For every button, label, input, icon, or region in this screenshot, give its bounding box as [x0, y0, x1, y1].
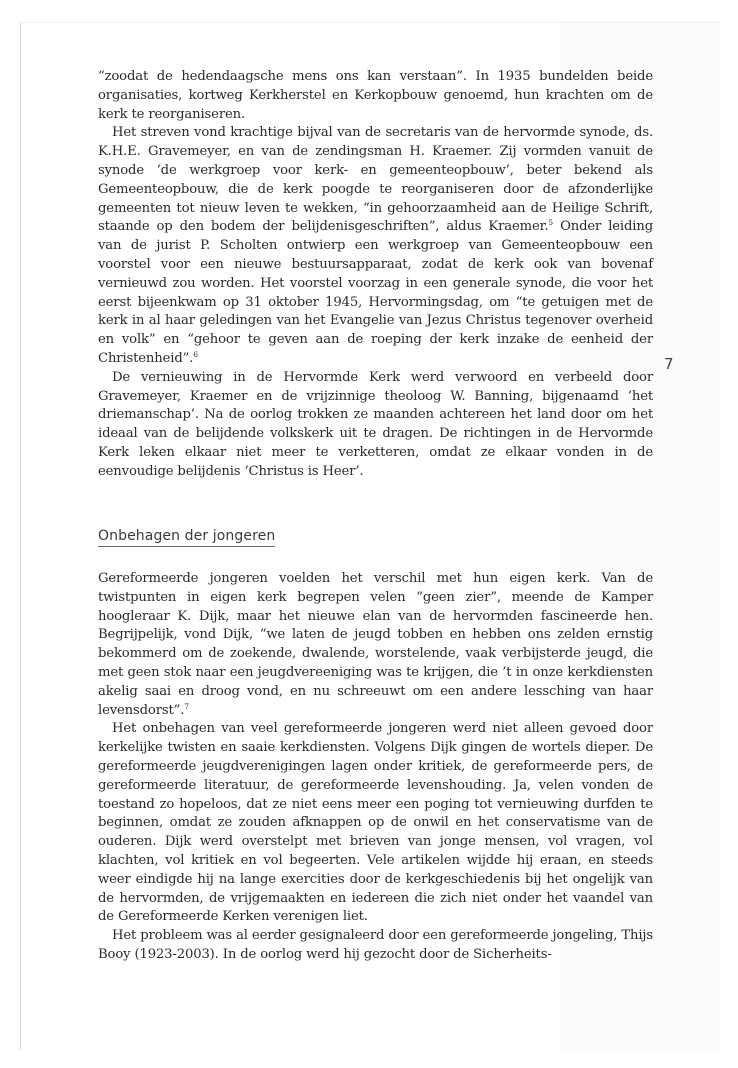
paragraph: Het probleem was al eerder gesignaleerd door een gereformeerde jongeling, Thijs Booy (1923-2003). In de oorlog werd hij gezocht door de Sicherheits- — [98, 928, 653, 962]
paragraph: Gereformeerde jongeren voelden het verschil met hun eigen kerk. Van de twistpunten in eigen kerk begrepen velen “geen zier”, meende de Kamper hoogleraar K. Dijk, maar het nieuwe elan van de hervormden fascineerde hen. Begrijpelijk, vond Dijk, “we laten de jeugd tobben en hebben ons zelden ernstig bekommerd om de zoekende, dwalende, worstelende, vaak verbijsterde jeugd, die met geen stok naar een jeugdvereeniging was te krijgen, die ’t in onze kerkdiensten akelig saai en droog vond, en nu schreeuwt om een andere lessching van haar levensdorst”.$^7$ — [98, 571, 653, 718]
footnote-marker: 6 — [193, 349, 198, 359]
paragraph: De vernieuwing in de Hervormde Kerk werd verwoord en verbeeld door Gravemeyer, Kraemer en de vrijzinnige theoloog W. Banning, bijgenaamd ‘het driemanschap’. Na de oorlog trokken ze maanden achtereen het land door om het ideaal van de belijdende volkskerk uit te dragen. De richtingen in de Hervormde Kerk leken elkaar niet meer te verketteren, omdat ze elkaar vonden in de eenvoudige belijdenis ‘Christus is Heer’. — [98, 369, 653, 479]
page-number: 7 — [664, 355, 674, 373]
body-text-section-1 — [98, 68, 653, 482]
page-edge-top — [20, 22, 720, 23]
footnote-marker: 7 — [184, 701, 189, 711]
paragraph: “zoodat de hedendaagsche mens ons kan verstaan”. In 1935 bundelden beide organisaties, kortweg Kerkherstel en Kerkopbouw genoemd, hun krachten om de kerk te reorganiseren. — [98, 69, 653, 122]
paragraph: Het onbehagen van veel gereformeerde jongeren werd niet alleen gevoed door kerkelijke twisten en saaie kerkdiensten. Volgens Dijk gingen de wortels dieper. De gereformeerde jeugdverenigingen lagen onder kritiek, de gereformeerde pers, de gereformeerde literatuur, de gereformeerde levenshouding. Ja, velen vonden de toestand zo hopeloos, dat ze niet eens meer een poging tot vernieuwing durfden te beginnen, omdat ze zouden afknappen op de onwil en het conservatisme van de ouderen. Dijk werd overstelpt met brieven van jonge mensen, vol vragen, vol klachten, vol kritiek en vol begeerten. Vele artikelen wijdde hij eraan, en steeds weer eindigde hij na lange exercities door de kerkgeschiedenis bij het ongelijk van de hervormden, de vrijgemaakten en iedereen die zich niet onder het vaandel van de Gereformeerde Kerken verenigen liet. — [98, 721, 653, 925]
section-heading: Onbehagen der jongeren — [98, 528, 275, 547]
paragraph: Het streven vond krachtige bijval van de secretaris van de hervormde synode, ds. K.H.E. Gravemeyer, en van de zendingsman H. Kraemer. Zij vormden vanuit de synode ‘de werkgroep voor kerk- en gemeenteopbouw’, beter bekend als Gemeenteopbouw, die de kerk poogde te reorganiseren door de afzonderlijke gemeenten tot nieuw leven te wekken, “in gehoorzaamheid aan de Heilige Schrift, staande op den bodem der belijdenisgeschriften”, aldus Kraemer.$^5$ Onder leiding van de jurist P. Scholten ontwierp een werkgroep van Gemeenteopbouw een voorstel voor een nieuwe bestuursapparaat, zodat de kerk ook van bovenaf vernieuwd zou worden. Het voorstel voorzag in een generale synode, die voor het eerst bijeenkwam op 31 oktober 1945, Hervormingsdag, om “te getuigen met de kerk in al haar geledingen van het Evangelie van Jezus Christus tegenover overheid en volk” en “gehoor te geven aan de roeping der kerk inzake de eenheid der Christenheid”.$^6$ — [98, 125, 653, 366]
page-edge — [20, 22, 21, 1050]
footnote-marker: 5 — [548, 218, 554, 228]
body-text-section-2 — [98, 570, 653, 965]
